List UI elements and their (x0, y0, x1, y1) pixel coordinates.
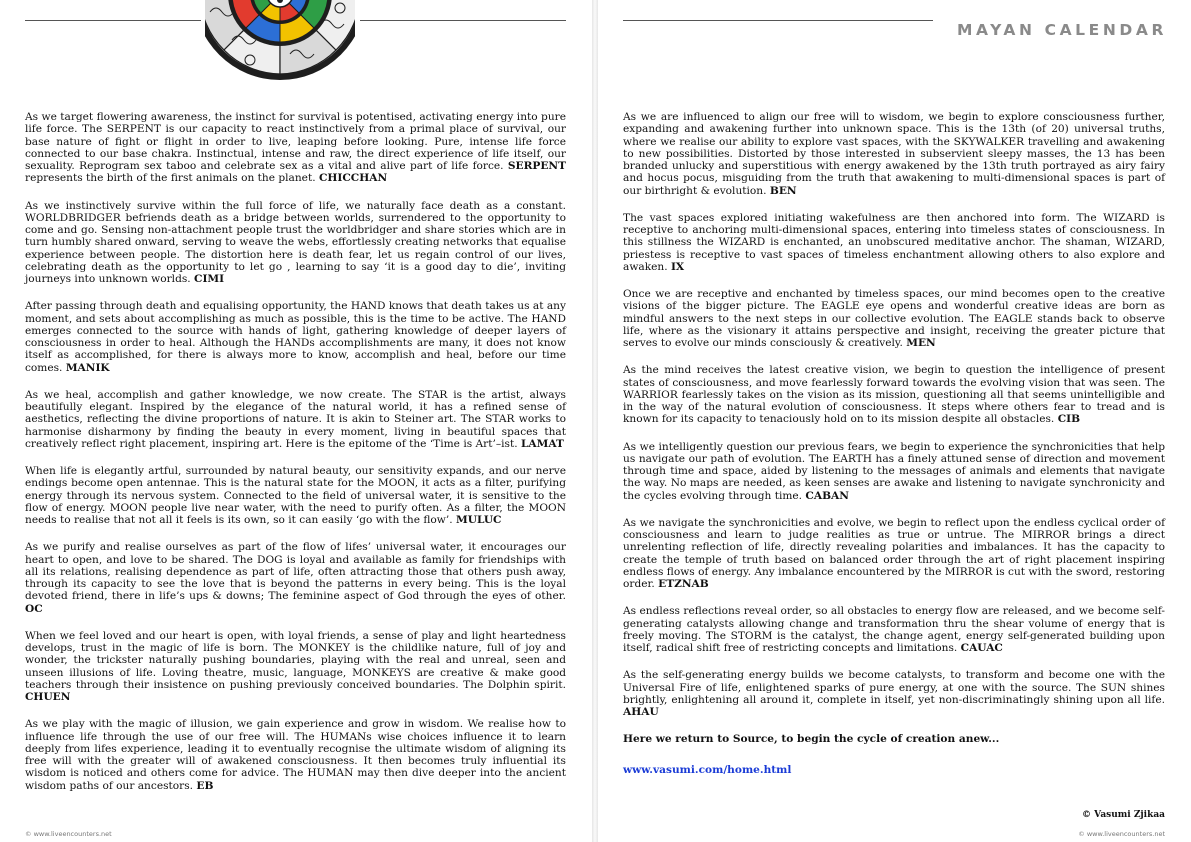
footer-copyright: © www.liveencounters.net (25, 830, 112, 838)
footer-copyright: © www.liveencounters.net (1078, 830, 1165, 838)
header-rule-left (25, 20, 201, 21)
paragraph-text: When life is elegantly artful, surrounded by natural beauty, our sensitivity expands, and our nerve endings become open antennae. This is the natural state for the MOON, it acts as a filter, purifying energy through its nervous system. Connected to the field of universal water, it is sensitive to the flow of energy. MOON people live near water, with the need to purify often. As a filter, the MOON needs to realise that not all it feels is its own, so it can easily ‘go with the flow’. (25, 465, 566, 526)
left-text-column (25, 111, 566, 807)
paragraph-text: As we are influenced to align our free will to wisdom, we begin to explore consciousness further, expanding and awakening further into unknown space. This is the 13th (of 20) universal truths, where we realise our ability to explore vast spaces, with the SKYWALKER travelling and awakening to new possibilities. Distorted by those interested in subservient sleepy masses, the 13 has been branded unlucky and superstitious with energy awakened by the 13th truth portrayed as airy fairy and hocus pocus, misguiding from the truth that awakening to multi-dimensional spaces is part of our birthright & evolution. (623, 111, 1165, 197)
glyph-name: SERPENT (507, 160, 566, 172)
day-sign-paragraph (623, 441, 1165, 502)
closing-line (623, 733, 1165, 745)
mayan-calendar-emblem (205, 0, 355, 82)
website-link[interactable]: www.vasumi.com/home.html (623, 763, 792, 776)
page-title: MAYAN CALENDAR (956, 21, 1167, 39)
day-sign-paragraph (623, 364, 1165, 425)
day-sign-name: ETZNAB (658, 578, 709, 590)
day-sign-name: CABAN (805, 489, 849, 502)
day-sign-name: MEN (906, 337, 936, 349)
paragraph-text: As we instinctively survive within the full force of life, we naturally face death as a constant. WORLDBRIDGER befriends death as a bridge between worlds, surrendered to the opportunity to come and go. Sensing non-attachment people trust the worldbridger and share stories which are in turn humbly shared onward, serving to weave the webs, effortlessly creating networks that equalise experience between people. The distortion here is death fear, let us regain control of our lives, celebrating death as the opportunity to let go , learning to say ‘it is a good day to die’, inviting journeys into unknown worlds. (25, 199, 566, 285)
paragraph-text: As the self-generating energy builds we become catalysts, to transform and become one with the Universal Fire of life, enlightened sparks of pure energy, at one with the source. The SUN shines brightly, enlightening all around it, complete in itself, yet non-discriminatingly shining upon all life. (623, 669, 1165, 706)
day-sign-paragraph (25, 541, 566, 615)
day-sign-paragraph (25, 718, 566, 792)
right-paragraphs (623, 111, 1165, 718)
paragraph-text: As we intelligently question our previous fears, we begin to experience the synchronicities that help us navigate our path of evolution. The EARTH has a finely attuned sense of direction and movement through time and space, aided by listening to the messages of animals and elements that navigate the way. No maps are needed, as keen senses are awake and listening to navigate synchronicity and the cycles evolving through time. (623, 440, 1165, 502)
day-sign-name: OC (25, 602, 43, 615)
day-sign-name: MULUC (455, 514, 502, 526)
day-sign-name: CIMI (194, 273, 225, 285)
day-sign-paragraph (25, 630, 566, 704)
closing-text: Here we return to Source, to begin the cycle of creation anew... (623, 733, 1000, 746)
day-sign-name: MANIK (65, 361, 110, 374)
calendar-wheel-icon (205, 0, 355, 82)
paragraph-text: As we navigate the synchronicities and evolve, we begin to reflect upon the endless cyclical order of consciousness and learn to judge realities as true or untrue. The MIRROR brings a direct unrelenting reflection of life, directly revealing polarities and imbalances. It has the capacity to create the temple of truth based on balanced order through the art of right placement inspiring endless flows of energy. Any imbalance encountered by the MIRROR is cut with the sword, restoring order. (623, 516, 1165, 590)
right-text-column (623, 111, 1165, 776)
day-sign-paragraph (25, 200, 566, 286)
header-rule (623, 20, 933, 21)
day-sign-name: CAUAC (960, 642, 1003, 654)
paragraph-text: Once we are receptive and enchanted by timeless spaces, our mind becomes open to the creative visions of the bigger picture. The EAGLE eye opens and wonderful creative ideas are born as mindful answers to the next steps in our collective evolution. The EAGLE stands back to observe life, where as the visionary it attains perspective and insight, receiving the greater picture that serves to evolve our minds consciously & creatively. (623, 288, 1165, 349)
header-rule-right (360, 20, 566, 21)
paragraph-text: As we target flowering awareness, the instinct for survival is potentised, activating energy into pure life force. The SERPENT is our capacity to react instinctively from a primal place of survival, our base nature of fight or flight in order to live, leaping before looking. Pure, intense life force connected to our base chakra. Instinctual, intense and raw, the direct experience of life itself, our sexuality. Reprogram sex taboo and celebrate sex as a vital and alive part of life force. (25, 111, 566, 172)
day-sign-paragraph (623, 669, 1165, 718)
paragraph-text: As the mind receives the latest creative vision, we begin to question the intelligence of present states of consciousness, and move fearlessly forward towards the evolving vision that was seen. The WARRIOR fearlessly takes on the vision as its mission, questioning all that seems unintelligible and in the way of the natural evolution of consciousness. It steps where others fear to tread and is known for its capacity to tenaciously hold on to its mission despite all obstacles. (623, 364, 1165, 426)
day-sign-name: CHUEN (25, 691, 71, 703)
day-sign-paragraph (25, 300, 566, 374)
day-sign-paragraph (25, 111, 566, 185)
paragraph-text: After passing through death and equalising opportunity, the HAND knows that death takes us at any moment, and sets about accomplishing as much as possible, this is the time to be active. The HAND emerges connected to the source with hands of light, gathering knowledge of deeper layers of consciousness in order to heal. Although the HANDs accomplishments are many, it does not know itself as accomplished, for there is always more to know, accomplish and heal, before our time comes. (25, 300, 566, 374)
paragraph-text: As we purify and realise ourselves as part of the flow of lifes’ universal water, it encourages our heart to open, and love to be shared. The DOG is loyal and available as family for friendships with all its relations, realising dependence as part of life, often attracting those that others push away, through its capacity to see the love that is beyond the patterns in every being. This is the loyal devoted friend, there in life’s ups & downs; The feminine aspect of God through the eyes of other. (25, 541, 566, 603)
day-sign-paragraph (25, 389, 566, 450)
paragraph-text: As we play with the magic of illusion, we gain experience and grow in wisdom. We realise how to influence life through the use of our free will. The HUMANs wise choices influence it to learn deeply from lifes experience, leading it to eventually recognise the ultimate wisdom of aligning its free will with the greater will of awakened consciousness. It then becomes truly influential its wisdom is noticed and others come for advice. The HUMAN may then dive deeper into the ancient wisdom paths of our ancestors. (25, 718, 566, 792)
paragraph-text: As endless reflections reveal order, so all obstacles to energy flow are released, and we become self-generating catalysts allowing change and transformation thru the shear volume of energy that is freely moving. The STORM is the catalyst, the change agent, energy self-generated building upon itself, radical shift free of restricting concepts and limitations. (623, 605, 1165, 654)
day-sign-name: BEN (769, 184, 797, 197)
day-sign-paragraph (623, 212, 1165, 273)
paragraph-text: The vast spaces explored initiating wakefulness are then anchored into form. The WIZARD is receptive to anchoring multi-dimensional spaces, entering into timeless states of consciousness. In this stillness the WIZARD is enchanted, an unobscured meditative anchor. The shaman, WIZARD, priestess is receptive to vast spaces of timeless enchantment allowing others to also explore and awaken. (623, 211, 1165, 273)
day-sign-name: CIB (1057, 413, 1081, 426)
day-sign-name: IX (670, 260, 685, 273)
day-sign-name: EB (196, 779, 214, 792)
day-sign-name: AHAU (623, 706, 659, 718)
left-page (0, 0, 592, 842)
day-sign-paragraph (623, 605, 1165, 654)
right-page (598, 0, 1191, 842)
paragraph-text: When we feel loved and our heart is open, with loyal friends, a sense of play and light heartedness develops, trust in the magic of life is born. The MONKEY is the childlike nature, full of joy and wonder, the trickster naturally pushing boundaries, playing with the real and unreal, seen and unseen illusions of life. Loving theatre, music, language, MONKEYS are creative & make good teachers through their insistence on pushing previously conceived boundaries. The Dolphin spirit. (25, 629, 566, 691)
paragraph-tail: represents the birth of the first animals on the planet. (25, 172, 316, 185)
author-credit: © Vasumi Zjikaa (1082, 810, 1165, 820)
day-sign-name: CHICCHAN (318, 172, 388, 185)
day-sign-name: LAMAT (520, 437, 564, 450)
day-sign-paragraph (25, 465, 566, 526)
day-sign-paragraph (623, 517, 1165, 591)
website-line (623, 764, 1165, 776)
day-sign-paragraph (623, 288, 1165, 349)
paragraph-text: As we heal, accomplish and gather knowledge, we now create. The STAR is the artist, always beautifully elegant. Inspired by the elegance of the natural world, it has a refined sense of aesthetics, reflecting the divine proportions of nature. It is akin to Steiner art. The STAR works to harmonise disharmony by finding the beauty in every moment, living in beautiful spaces that creatively reflect right placement, inspiring art. Here is the epitome of the ‘Time is Art’–ist. (25, 388, 566, 450)
day-sign-paragraph (623, 111, 1165, 197)
